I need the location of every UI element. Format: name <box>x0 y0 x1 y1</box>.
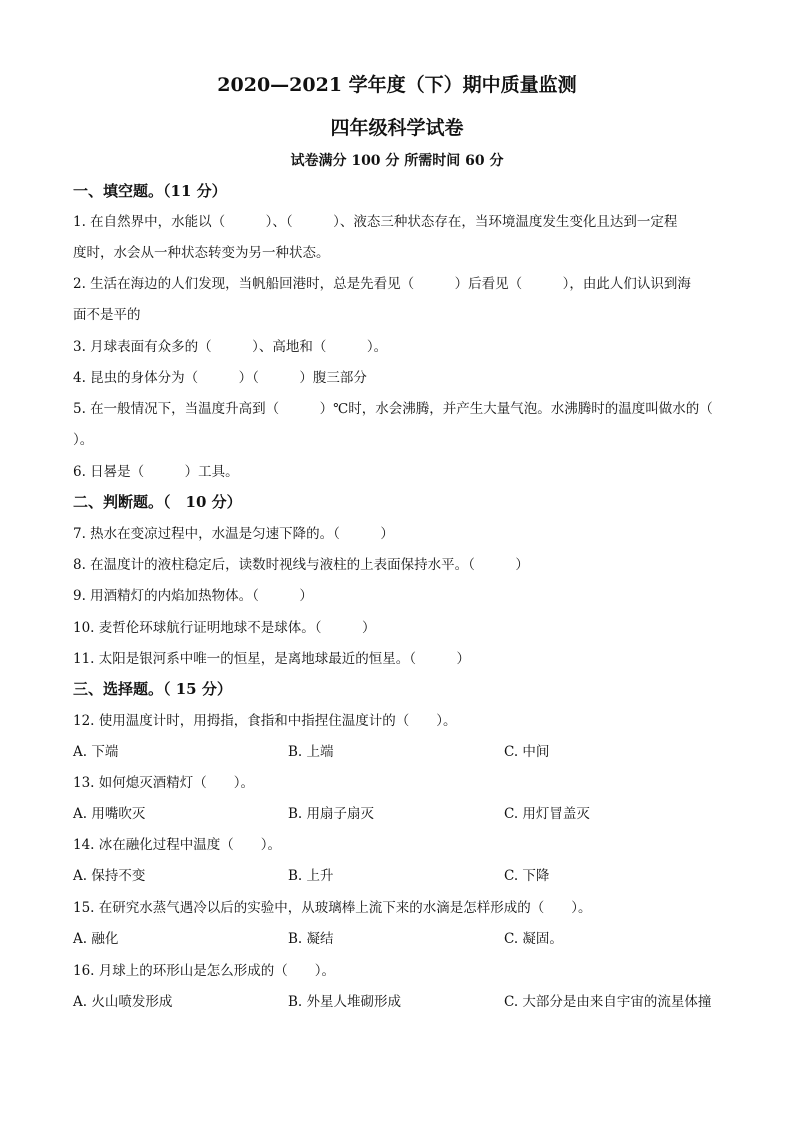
question-1-line-1: 1. 在自然界中，水能以（ ）、（ ）、液态三种状态存在，当环境温度发生变化且达到一定程 <box>73 214 678 230</box>
question-13-option-b: B. 用扇子扇灭 <box>288 806 375 822</box>
question-16-option-a: A. 火山喷发形成 <box>73 994 173 1010</box>
question-8: 8. 在温度计的液柱稳定后，读数时视线与液柱的上表面保持水平。（ ） <box>73 557 529 573</box>
question-12: 12. 使用温度计时，用拇指，食指和中指捏住温度计的（ ）。 <box>73 713 457 729</box>
exam-title: 2020—2021 学年度（下）期中质量监测 <box>217 74 577 96</box>
question-15: 15. 在研究水蒸气遇冷以后的实验中，从玻璃棒上流下来的水滴是怎样形成的（ ）。 <box>73 900 592 916</box>
question-13-option-c: C. 用灯冒盖灭 <box>504 806 590 822</box>
section-multiple-choice: 三、选择题。（ 15 分） <box>73 680 232 698</box>
question-16: 16. 月球上的环形山是怎么形成的（ ）。 <box>73 963 336 979</box>
question-7: 7. 热水在变凉过程中，水温是匀速下降的。（ ） <box>73 526 394 542</box>
question-14-option-a: A. 保持不变 <box>73 868 146 884</box>
question-5-line-2: ）。 <box>73 432 94 448</box>
question-12-option-a: A. 下端 <box>73 744 119 760</box>
question-15-option-b: B. 凝结 <box>288 931 334 947</box>
question-12-option-b: B. 上端 <box>288 744 334 760</box>
exam-subtitle: 四年级科学试卷 <box>330 117 464 139</box>
exam-info: 试卷满分 100 分 所需时间 60 分 <box>290 153 504 169</box>
section-fill-in: 一、填空题。（11 分） <box>73 182 227 200</box>
question-2-line-2: 面不是平的 <box>73 307 141 323</box>
question-6: 6. 日晷是（ ）工具。 <box>73 464 239 480</box>
question-15-option-c: C. 凝固。 <box>504 931 563 947</box>
question-15-option-a: A. 融化 <box>73 931 119 947</box>
question-1-line-2: 度时，水会从一种状态转变为另一种状态。 <box>73 245 330 261</box>
question-12-option-c: C. 中间 <box>504 744 550 760</box>
question-14: 14. 冰在融化过程中温度（ ）。 <box>73 837 282 853</box>
question-13: 13. 如何熄灭酒精灯（ ）。 <box>73 775 255 791</box>
question-14-option-c: C. 下降 <box>504 868 550 884</box>
section-true-false: 二、判断题。（ 10 分） <box>73 493 242 511</box>
question-13-option-a: A. 用嘴吹灭 <box>73 806 146 822</box>
question-11: 11. 太阳是银河系中唯一的恒星，是离地球最近的恒星。（ ） <box>73 651 471 667</box>
question-4: 4. 昆虫的身体分为（ ）（ ）腹三部分 <box>73 370 367 386</box>
question-16-option-b: B. 外星人堆砌形成 <box>288 994 402 1010</box>
question-3: 3. 月球表面有众多的（ ）、高地和（ ）。 <box>73 339 388 355</box>
question-10: 10. 麦哲伦环球航行证明地球不是球体。（ ） <box>73 620 376 636</box>
question-5-line-1: 5. 在一般情况下，当温度升高到（ ）℃时，水会沸腾，并产生大量气泡。水沸腾时的温度叫做水的（ <box>73 401 713 417</box>
question-16-option-c: C. 大部分是由来自宇宙的流星体撞 <box>504 994 712 1010</box>
question-9: 9. 用酒精灯的内焰加热物体。（ ） <box>73 588 313 604</box>
question-14-option-b: B. 上升 <box>288 868 334 884</box>
question-2-line-1: 2. 生活在海边的人们发现，当帆船回港时，总是先看见（ ）后看见（ ），由此人们认识到海 <box>73 276 691 292</box>
